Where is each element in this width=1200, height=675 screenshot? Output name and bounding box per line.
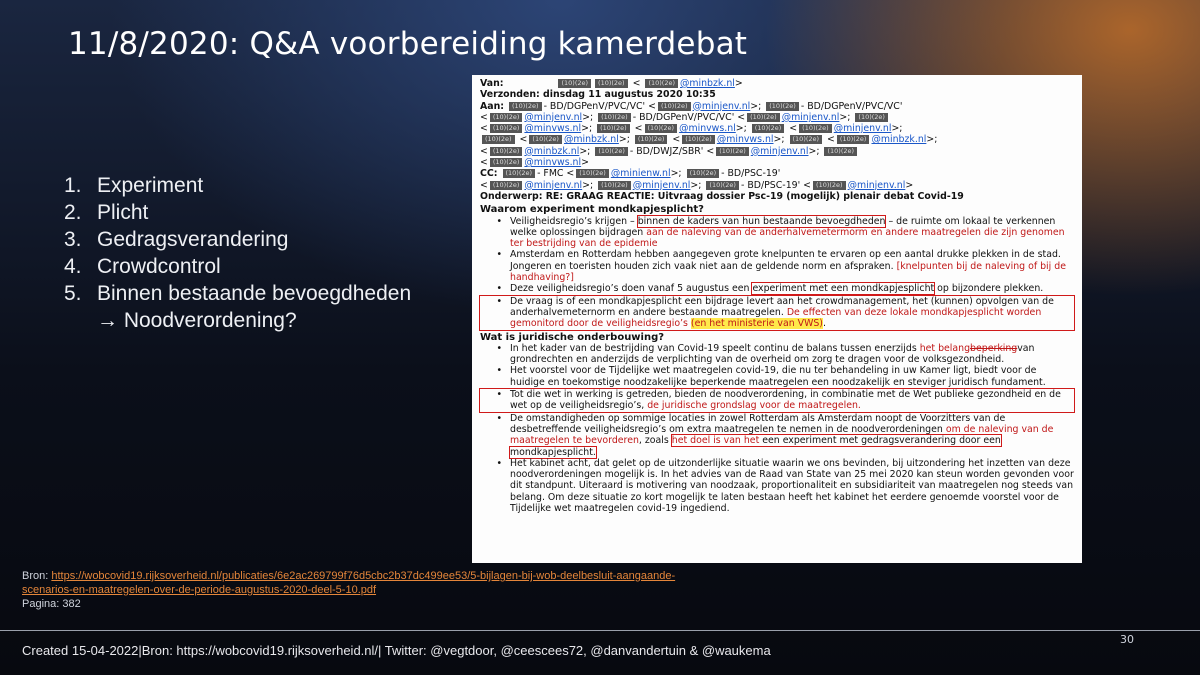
- redaction-block: (10)(2e): [682, 135, 715, 144]
- agenda-item: 2. Plicht: [64, 201, 149, 224]
- email-to-row: < (10)(2e) @minbzk.nl>; (10)(2e) - BD/DWJZ/SBR' < (10)(2e) @minjenv.nl>; (10)(2e): [480, 146, 1074, 157]
- slide-number: 30: [1120, 633, 1134, 646]
- redaction-block: (10)(2e): [490, 147, 523, 156]
- email-cc-row: CC: (10)(2e) - FMC < (10)(2e) @minienw.nl>; (10)(2e) - BD/PSC-19': [480, 168, 781, 180]
- source-link[interactable]: https://wobcovid19.rijksoverheid.nl/publicaties/6e2ac269799f76d5cbc2b37dc499ee53/5-bijlagen-bij-wob-deelbesluit-aangaande-: [51, 570, 676, 582]
- email-from-row: Van: (10)(2e) (10)(2e) < (10)(2e) @minbzk.nl>: [480, 78, 743, 89]
- agenda-item: 5. Binnen bestaande bevoegdheden: [64, 282, 412, 305]
- section-heading: Wat is juridische onderbouwing?: [480, 331, 665, 343]
- redaction-block: (10)(2e): [558, 79, 591, 88]
- bullet-item: • De omstandigheden op sommige locaties in zowel Rotterdam als Amsterdam noopt de Voorzitters van de desbetreffende veiligheidsregio’s om extra maatregelen te nemen in de noodverordeningen om de naleving van de maatregelen te bevorderen, zoals het doel is van het een experiment met gedragsverandering door een mondkapjesplicht.: [496, 412, 1054, 458]
- bullet-item: • Amsterdam en Rotterdam hebben aangegeven grote knelpunten te ervaren op een aantal drukke plekken in de stad. Jongeren en toeristen houden zich vaak niet aan de geldende norm en afspraken. [knelpunten bij de naleving of bij de handhaving?]: [496, 249, 1066, 284]
- agenda-item: 1. Experiment: [64, 174, 204, 197]
- redaction-block: (10)(2e): [595, 147, 628, 156]
- redaction-block: (10)(2e): [597, 124, 630, 133]
- agenda-item: 4. Crowdcontrol: [64, 255, 221, 278]
- footer-credits: Created 15-04-2022|Bron: https://wobcovid19.rijksoverheid.nl/| Twitter: @vegtdoor, @ceescees72, @danvandertuin & @waukema: [22, 643, 771, 658]
- redaction-block: (10)(2e): [645, 79, 678, 88]
- bullet-item: • Deze veiligheidsregio’s doen vanaf 5 augustus een experiment met een mondkapjesplicht op bijzondere plekken.: [496, 283, 1044, 295]
- redaction-block: (10)(2e): [598, 113, 631, 122]
- redaction-block: (10)(2e): [645, 124, 678, 133]
- redaction-block: (10)(2e): [490, 124, 523, 133]
- agenda-subitem: → Noodverordening?: [97, 309, 297, 332]
- redaction-block: (10)(2e): [635, 135, 668, 144]
- email-to-row: Aan: (10)(2e) - BD/DGPenV/PVC/VC' < (10)(2e) @minjenv.nl>; (10)(2e) - BD/DGPenV/PVC/VC': [480, 100, 903, 112]
- bullet-item: • Het kabinet acht, dat gelet op de uitzonderlijke situatie waarin we ons bevinden, bij uitzondering het inzetten van deze noodverordeningen mogelijk is. In het advies van de Raad van State van 25 mei 2020 kan steun worden gevonden voor dit standpunt. Uiteraard is motivering van noodzaak, proportionaliteit en subsidiariteit van maatregelen nog steeds van belang. Om deze situatie zo kort mogelijk te laten bestaan heeft het kabinet het eerdere genoemde voorstel voor de Tijdelijke wet maatregelen covid-19 ingediend.: [496, 457, 1074, 514]
- email-to-row: (10)(2e) < (10)(2e) @minbzk.nl>; (10)(2e) < (10)(2e) @minvws.nl>; (10)(2e) < (10)(2e) @minbzk.nl>;: [480, 134, 1074, 145]
- redaction-block: (10)(2e): [824, 147, 857, 156]
- bullet-item: • In het kader van de bestrijding van Covid-19 speelt continu de balans tussen enerzijds het belangbeperkingvan grondrechten en anderzijds de verplichting van de overheid om zorg te dragen voor de volksgezondheid.: [496, 342, 1035, 366]
- source-link[interactable]: scenarios-en-maatregelen-over-de-periode-augustus-2020-deel-5-10.pdf: [22, 584, 377, 596]
- email-to-row: < (10)(2e) @minvws.nl>; (10)(2e) < (10)(2e) @minvws.nl>; (10)(2e) < (10)(2e) @minjenv.nl>;: [480, 123, 903, 135]
- email-to-row: < (10)(2e) @minvws.nl>: [480, 157, 589, 169]
- redaction-block: (10)(2e): [687, 169, 720, 178]
- section-heading: Waarom experiment mondkapjesplicht?: [480, 204, 704, 216]
- redaction-block: (10)(2e): [837, 135, 870, 144]
- email-cc-row: < (10)(2e) @minjenv.nl>; (10)(2e) @minjenv.nl>; (10)(2e) - BD/PSC-19' < (10)(2e) @minjenv.nl>: [480, 179, 914, 191]
- slide-title: 11/8/2020: Q&A voorbereiding kamerdebat: [68, 26, 748, 62]
- redaction-block: (10)(2e): [716, 147, 749, 156]
- redaction-block: (10)(2e): [766, 102, 799, 111]
- email-document-image: [472, 75, 1082, 563]
- redaction-block: (10)(2e): [813, 181, 846, 190]
- email-subject: Onderwerp: RE: GRAAG REACTIE: Uitvraag dossier Psc-19 (mogelijk) plenair debat Covid-19: [480, 190, 964, 202]
- footer-divider: [0, 630, 1200, 631]
- redaction-block: (10)(2e): [529, 135, 562, 144]
- email-sent-row: Verzonden: dinsdag 11 augustus 2020 10:35: [480, 89, 716, 101]
- redaction-block: (10)(2e): [799, 124, 832, 133]
- agenda-item: 3. Gedragsverandering: [64, 228, 289, 251]
- redaction-block: (10)(2e): [576, 169, 609, 178]
- redaction-block: (10)(2e): [790, 135, 823, 144]
- redaction-block: (10)(2e): [658, 102, 691, 111]
- redaction-block: (10)(2e): [706, 181, 739, 190]
- redaction-block: (10)(2e): [490, 158, 523, 167]
- bullet-item: • Veiligheidsregio’s krijgen – binnen de kaders van hun bestaande bevoegdheden – de ruimte om lokaal te verkennen welke oplossingen bijdragen aan de naleving van de anderhalvemetermorm en andere maatregelen die zijn genomen ter bestrijding van de epidemie: [496, 215, 1065, 250]
- email-to-row: < (10)(2e) @minjenv.nl>; (10)(2e) - BD/DGPenV/PVC/VC' < (10)(2e) @minjenv.nl>; (10)(2e): [480, 112, 1074, 123]
- redaction-block: (10)(2e): [490, 181, 523, 190]
- redaction-block: (10)(2e): [490, 113, 523, 122]
- bullet-item-highlighted: • De vraag is of een mondkapjesplicht een bijdrage levert aan het crowdmanagement, het (kunnen) opvolgen van de anderhalvemeternorm en andere bestaande maatregelen. De effecten van deze lokale mondkapjesplicht worden gemonitord door de veiligheidsregio’s (en het ministerie van VWS).: [480, 296, 1074, 330]
- page-reference: Pagina: 382: [22, 598, 81, 610]
- redaction-block: (10)(2e): [855, 113, 888, 122]
- redaction-block: (10)(2e): [752, 124, 785, 133]
- source-citation: Bron: https://wobcovid19.rijksoverheid.nl/publicaties/6e2ac269799f76d5cbc2b37dc499ee53/5-bijlagen-bij-wob-deelbesluit-aangaande- scenarios-en-maatregelen-over-de-periode-augustus-2020-deel-5-10.pdf Pagina: 382: [22, 570, 676, 610]
- redaction-block: (10)(2e): [747, 113, 780, 122]
- redaction-block: (10)(2e): [482, 135, 515, 144]
- redaction-block: (10)(2e): [595, 79, 628, 88]
- bullet-item: • Het voorstel voor de Tijdelijke wet maatregelen covid-19, die nu ter behandeling in uw Kamer ligt, biedt voor de huidige en toekomstige noodzakelijke beperkende maatregelen een noodzakelijk en steviger juridisch fundament.: [496, 365, 1046, 388]
- bullet-item-highlighted: • Tot die wet in werking is getreden, bieden de noodverordening, in combinatie met de Wet publieke gezondheid en de wet op de veiligheidsregio’s, de juridische grondslag voor de maatregelen.: [480, 389, 1074, 412]
- redaction-block: (10)(2e): [598, 181, 631, 190]
- redaction-block: (10)(2e): [509, 102, 542, 111]
- agenda-list: [64, 172, 411, 334]
- redaction-block: (10)(2e): [503, 169, 536, 178]
